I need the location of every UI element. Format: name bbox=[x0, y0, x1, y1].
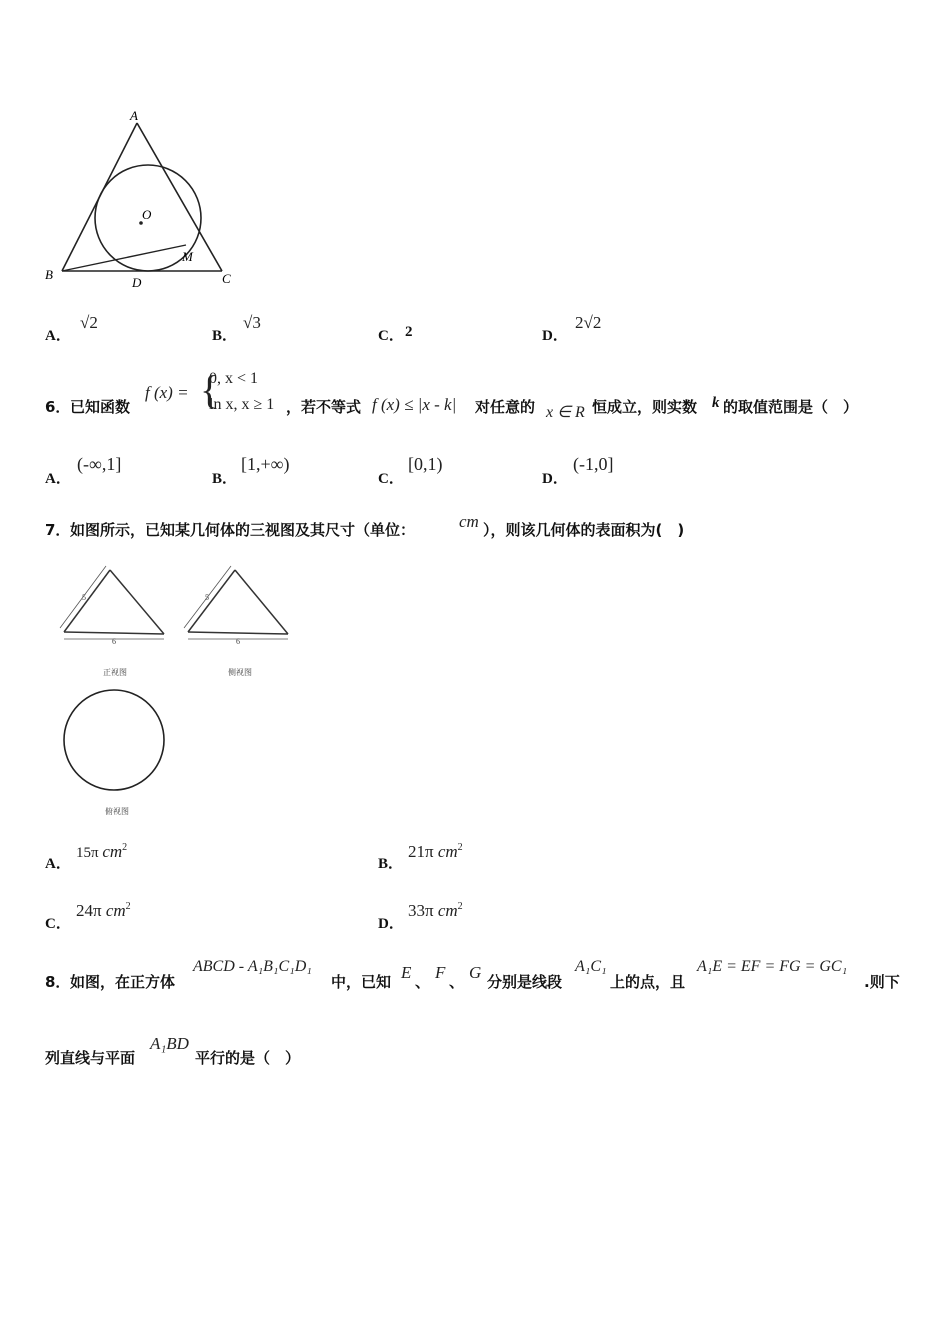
q5-triangle-figure bbox=[40, 105, 250, 295]
label-B: B bbox=[45, 267, 53, 282]
q6-option-b-value: [1,+∞) bbox=[241, 454, 290, 474]
q8-sep-1: 、 bbox=[415, 973, 431, 991]
q7-top-caption: 俯视图 bbox=[105, 807, 129, 816]
q7-option-c-label: C． bbox=[45, 916, 71, 932]
q8-text-b: 中，已知 bbox=[331, 973, 392, 991]
q6-option-a-label: A． bbox=[45, 471, 71, 487]
front-slant-dim: 5 bbox=[82, 593, 86, 602]
q7-side-caption: 侧视图 bbox=[228, 668, 252, 677]
q8-point-g: G bbox=[469, 963, 482, 982]
q8-sep-2: 、 bbox=[449, 973, 465, 991]
q6-text-c: 对任意的 bbox=[475, 398, 536, 416]
q5-option-d-label: D． bbox=[542, 328, 568, 344]
q5-option-a-label: A． bbox=[45, 328, 71, 344]
q6-inequality: f (x) ≤ |x - k| bbox=[372, 395, 457, 414]
q8-number: 8． bbox=[45, 973, 71, 991]
q7-front-caption: 正视图 bbox=[103, 668, 127, 677]
q6-case-2: ln x, x ≥ 1 bbox=[209, 396, 275, 413]
q6-option-a-value: (-∞,1] bbox=[77, 454, 122, 474]
q7-unit: cm bbox=[459, 512, 479, 531]
q6-text-a: 已知函数 bbox=[70, 398, 131, 416]
q7-side-view bbox=[180, 562, 300, 682]
q7-option-a-value: 15π $cm^2$ bbox=[76, 842, 128, 861]
q7-option-b-value: 21π $cm^2$ bbox=[408, 842, 463, 861]
q8-equality: A₁E = EF = FG = GC₁ bbox=[697, 958, 848, 975]
label-D: D bbox=[132, 275, 142, 290]
front-base-dim: 6 bbox=[112, 637, 116, 646]
q8-text-d: 上的点，且 bbox=[610, 973, 686, 991]
q6-text-d: 恒成立，则实数 bbox=[592, 398, 698, 416]
label-O: O bbox=[142, 207, 152, 222]
q7-front-view bbox=[55, 562, 175, 682]
q6-fx: f (x) = bbox=[145, 383, 189, 402]
label-M: M bbox=[182, 249, 193, 264]
q7-option-d-value: 33π $cm^2$ bbox=[408, 901, 463, 920]
q7-option-b-label: B． bbox=[378, 856, 404, 872]
q6-text-e: 的取值范围是（ ） bbox=[723, 398, 859, 416]
q6-option-c-value: [0,1) bbox=[408, 454, 443, 474]
q8-point-f: F bbox=[435, 963, 446, 982]
q6-option-d-label: D． bbox=[542, 471, 568, 487]
q6-number: 6． bbox=[45, 398, 71, 416]
q5-option-c-value: 2 bbox=[405, 324, 413, 340]
q8-plane: A₁BD bbox=[150, 1034, 189, 1053]
q5-option-b-value: √3 bbox=[243, 313, 261, 332]
q6-case-1: 0, x < 1 bbox=[209, 370, 259, 387]
q7-option-d-label: D． bbox=[378, 916, 404, 932]
q5-option-b-label: B． bbox=[212, 328, 238, 344]
q8-line2-b: 平行的是（ ） bbox=[195, 1049, 301, 1067]
q8-text-e: .则下 bbox=[864, 973, 900, 991]
q6-var-k: k bbox=[712, 395, 720, 411]
side-base-dim: 6 bbox=[236, 637, 240, 646]
q5-option-a-value: √2 bbox=[80, 313, 98, 332]
q8-cube: ABCD - A₁B₁C₁D₁ bbox=[193, 958, 312, 975]
q8-segment: A₁C₁ bbox=[575, 958, 607, 975]
q6-option-b-label: B． bbox=[212, 471, 238, 487]
q8-line2-a: 列直线与平面 bbox=[45, 1049, 136, 1067]
q6-text-b: ，若不等式 bbox=[286, 398, 362, 416]
q7-option-a-label: A． bbox=[45, 856, 71, 872]
label-C: C bbox=[222, 271, 231, 286]
q6-option-d-value: (-1,0] bbox=[573, 454, 614, 474]
q7-top-view bbox=[60, 688, 170, 798]
side-slant-dim: 5 bbox=[205, 593, 209, 602]
q8-text-c: 分别是线段 bbox=[487, 973, 563, 991]
q7-text-b: ），则该几何体的表面积为( ) bbox=[483, 521, 685, 539]
q5-option-d-value: 2√2 bbox=[575, 313, 602, 332]
q8-point-e: E bbox=[401, 963, 412, 982]
q7-option-c-value: 24π $cm^2$ bbox=[76, 901, 131, 920]
q7-number: 7． bbox=[45, 521, 71, 539]
q8-text-a: 如图，在正方体 bbox=[70, 973, 176, 991]
q5-option-c-label: C． bbox=[378, 328, 404, 344]
q6-domain: x ∈ R bbox=[546, 404, 585, 421]
q7-text-a: 如图所示，已知某几何体的三视图及其尺寸（单位： bbox=[70, 521, 416, 539]
q6-option-c-label: C． bbox=[378, 471, 404, 487]
q6-brace: { bbox=[200, 367, 220, 412]
label-A: A bbox=[130, 108, 138, 123]
